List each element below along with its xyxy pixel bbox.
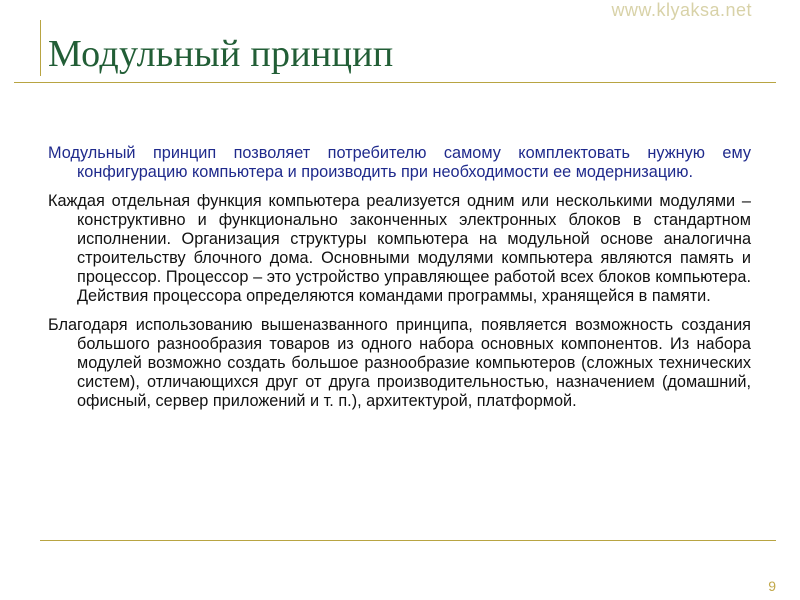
page-number: 9 bbox=[768, 578, 776, 594]
title-accent-line-horizontal bbox=[14, 82, 776, 83]
slide-title: Модульный принцип bbox=[48, 33, 394, 75]
paragraph-modular-principle: Модульный принцип позволяет потребителю самому комплектовать нужную ему конфигурацию компьютера и производить при необходимости ее модернизацию. bbox=[48, 144, 751, 181]
title-accent-line-vertical bbox=[40, 20, 41, 76]
footer-divider bbox=[40, 540, 776, 541]
watermark-text: www.klyaksa.net bbox=[611, 0, 752, 20]
paragraph-modules-description: Каждая отдельная функция компьютера реализуется одним или несколькими модулями – конструктивно и функционально законченных электронных блоков в стандартном исполнении. Организация структуры компьютера на модульной основе аналогична строительству блочного дома. Основными модулями компьютера являются память и процессор. Процессор – это устройство управляющее работой всех блоков компьютера. Действия процессора определяются командами программы, хранящейся в памяти. bbox=[48, 192, 751, 305]
paragraph-diversity: Благодаря использованию вышеназванного принципа, появляется возможность создания большого разнообразия товаров из одного набора основных компонентов. Из набора модулей возможно создать большое разнообразие компьютеров (сложных технических систем), отличающихся друг от друга производительностью, назначением (домашний, офисный, сервер приложений и т. п.), архитектурой, платформой. bbox=[48, 316, 751, 410]
slide-body bbox=[48, 144, 751, 421]
